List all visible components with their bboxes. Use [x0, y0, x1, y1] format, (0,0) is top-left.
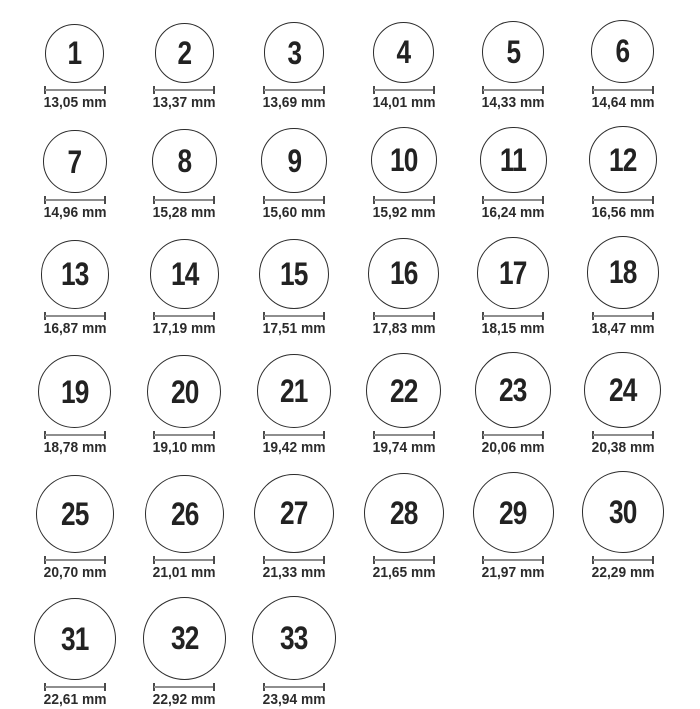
- measure-tick-right-icon: [213, 431, 215, 439]
- ring-size-cell: [20, 240, 130, 337]
- diameter-label: 16,87 mm: [43, 320, 107, 337]
- diameter-label: 14,01 mm: [372, 94, 435, 111]
- ring-size-number: 4: [396, 34, 411, 71]
- measure-tick-right-icon: [104, 312, 106, 320]
- ring-circle: [371, 127, 437, 193]
- ring-size-cell: [349, 22, 459, 112]
- ring-circle: [364, 473, 444, 553]
- ring-size-cell: [20, 355, 130, 457]
- ring-size-cell: [349, 127, 459, 222]
- measure-rule: [593, 89, 653, 91]
- measure-tick-right-icon: [104, 556, 106, 564]
- diameter-label: 18,78 mm: [43, 440, 107, 457]
- diameter-measure-line: [482, 312, 544, 320]
- measure-tick-right-icon: [213, 556, 215, 564]
- diameter-label: 22,61 mm: [43, 691, 107, 708]
- ring-size-cell: [20, 24, 130, 112]
- measure-rule: [154, 199, 214, 201]
- measure-rule: [154, 315, 214, 317]
- ring-circle: [368, 238, 439, 309]
- diameter-label: 15,92 mm: [372, 205, 435, 222]
- ring-size-number: 17: [499, 254, 527, 291]
- measure-tick-right-icon: [104, 431, 106, 439]
- measure-rule: [154, 89, 214, 91]
- diameter-measure-line: [44, 196, 106, 204]
- ring-circle: [475, 352, 551, 428]
- measure-rule: [593, 315, 653, 317]
- diameter-label: 23,94 mm: [262, 691, 326, 708]
- diameter-measure-line: [482, 196, 544, 204]
- ring-size-number: 23: [499, 372, 527, 409]
- ring-size-cell: [349, 473, 459, 582]
- ring-size-cell: [130, 129, 240, 222]
- diameter-measure-line: [263, 196, 325, 204]
- ring-size-cell: [130, 475, 240, 582]
- measure-tick-right-icon: [104, 683, 106, 691]
- diameter-measure-line: [592, 312, 654, 320]
- diameter-measure-line: [592, 431, 654, 439]
- ring-size-number: 9: [287, 142, 301, 179]
- diameter-measure-line: [592, 556, 654, 564]
- ring-circle: [150, 239, 219, 308]
- measure-tick-right-icon: [652, 86, 654, 94]
- ring-size-cell: [20, 598, 130, 709]
- ring-size-number: 10: [389, 142, 418, 179]
- ring-circle: [473, 472, 554, 553]
- diameter-measure-line: [482, 86, 544, 94]
- measure-tick-right-icon: [652, 196, 654, 204]
- ring-size-number: 28: [389, 494, 418, 531]
- measure-tick-right-icon: [323, 556, 325, 564]
- diameter-label: 22,92 mm: [152, 691, 216, 708]
- diameter-label: 13,69 mm: [262, 94, 326, 111]
- ring-row: [20, 471, 700, 582]
- ring-size-cell: [239, 22, 349, 111]
- diameter-label: 22,29 mm: [591, 565, 655, 582]
- ring-size-cell: [568, 20, 678, 112]
- measure-tick-right-icon: [323, 683, 325, 691]
- ring-circle: [41, 240, 109, 308]
- measure-rule: [483, 434, 543, 436]
- ring-size-cell: [130, 355, 240, 458]
- ring-size-cell: [239, 354, 349, 458]
- diameter-measure-line: [263, 683, 325, 691]
- ring-size-number: 13: [61, 256, 89, 293]
- measure-rule: [374, 559, 434, 561]
- diameter-label: 16,56 mm: [591, 205, 655, 222]
- ring-circle: [584, 352, 661, 429]
- measure-rule: [154, 686, 214, 688]
- measure-rule: [45, 686, 105, 688]
- ring-size-number: 7: [67, 143, 82, 180]
- measure-rule: [45, 315, 105, 317]
- diameter-measure-line: [263, 431, 325, 439]
- diameter-label: 16,24 mm: [481, 205, 545, 222]
- ring-circle: [252, 596, 336, 680]
- measure-tick-right-icon: [213, 86, 215, 94]
- diameter-label: 14,33 mm: [481, 94, 545, 111]
- ring-size-number: 14: [170, 256, 199, 293]
- ring-circle: [45, 24, 104, 83]
- ring-size-number: 2: [177, 35, 192, 71]
- ring-circle: [43, 130, 107, 194]
- ring-size-cell: [130, 23, 240, 112]
- diameter-measure-line: [153, 556, 215, 564]
- diameter-measure-line: [373, 196, 435, 204]
- measure-rule: [593, 434, 653, 436]
- measure-tick-right-icon: [652, 312, 654, 320]
- ring-size-number: 20: [170, 373, 199, 410]
- measure-rule: [483, 315, 543, 317]
- measure-rule: [593, 199, 653, 201]
- measure-tick-right-icon: [323, 431, 325, 439]
- ring-row: [20, 236, 700, 337]
- diameter-label: 21,97 mm: [481, 565, 545, 582]
- measure-tick-right-icon: [433, 312, 435, 320]
- diameter-label: 21,33 mm: [262, 565, 326, 582]
- measure-tick-right-icon: [542, 86, 544, 94]
- ring-size-cell: [568, 471, 678, 582]
- measure-rule: [264, 559, 324, 561]
- measure-tick-right-icon: [542, 196, 544, 204]
- measure-rule: [374, 434, 434, 436]
- ring-size-cell: [568, 126, 678, 223]
- ring-size-cell: [20, 475, 130, 582]
- measure-rule: [374, 199, 434, 201]
- ring-size-number: 32: [170, 620, 199, 657]
- diameter-measure-line: [44, 86, 106, 94]
- measure-rule: [45, 199, 105, 201]
- ring-size-number: 1: [67, 35, 82, 72]
- ring-size-number: 15: [280, 255, 308, 292]
- measure-rule: [374, 315, 434, 317]
- measure-tick-right-icon: [104, 196, 106, 204]
- ring-row: [20, 20, 700, 112]
- ring-size-number: 26: [170, 495, 199, 532]
- diameter-measure-line: [592, 86, 654, 94]
- measure-tick-right-icon: [213, 196, 215, 204]
- diameter-label: 13,05 mm: [43, 94, 107, 111]
- ring-size-cell: [458, 472, 568, 582]
- ring-size-number: 22: [389, 372, 418, 409]
- ring-circle: [480, 127, 547, 194]
- diameter-measure-line: [263, 556, 325, 564]
- ring-row: [20, 596, 700, 709]
- ring-size-number: 6: [615, 33, 630, 70]
- ring-circle: [155, 23, 215, 83]
- ring-size-number: 21: [280, 373, 308, 410]
- diameter-measure-line: [44, 683, 106, 691]
- measure-tick-right-icon: [542, 431, 544, 439]
- diameter-measure-line: [592, 196, 654, 204]
- ring-size-cell: [349, 353, 459, 457]
- measure-rule: [483, 199, 543, 201]
- measure-tick-right-icon: [213, 312, 215, 320]
- ring-circle: [482, 21, 544, 83]
- measure-tick-right-icon: [323, 312, 325, 320]
- ring-size-number: 33: [280, 619, 308, 656]
- diameter-measure-line: [153, 312, 215, 320]
- diameter-label: 14,96 mm: [43, 205, 107, 222]
- measure-rule: [264, 199, 324, 201]
- measure-rule: [593, 559, 653, 561]
- diameter-label: 19,10 mm: [152, 440, 216, 457]
- ring-size-number: 31: [61, 620, 89, 657]
- ring-size-number: 19: [61, 373, 89, 410]
- ring-size-cell: [130, 239, 240, 337]
- diameter-measure-line: [44, 431, 106, 439]
- diameter-measure-line: [153, 683, 215, 691]
- ring-size-cell: [239, 239, 349, 338]
- diameter-measure-line: [44, 556, 106, 564]
- ring-circle: [147, 355, 221, 429]
- measure-tick-right-icon: [213, 683, 215, 691]
- diameter-label: 17,19 mm: [152, 320, 216, 337]
- diameter-label: 20,06 mm: [481, 440, 545, 457]
- ring-size-number: 3: [287, 34, 301, 71]
- ring-size-number: 11: [500, 142, 527, 178]
- ring-size-number: 25: [61, 496, 89, 533]
- measure-tick-right-icon: [104, 86, 106, 94]
- ring-size-cell: [568, 236, 678, 337]
- diameter-measure-line: [482, 556, 544, 564]
- measure-tick-right-icon: [542, 556, 544, 564]
- measure-rule: [45, 559, 105, 561]
- ring-circle: [34, 598, 116, 680]
- measure-tick-right-icon: [433, 86, 435, 94]
- measure-tick-right-icon: [652, 556, 654, 564]
- diameter-measure-line: [44, 312, 106, 320]
- measure-rule: [264, 434, 324, 436]
- diameter-label: 17,51 mm: [262, 320, 326, 337]
- ring-size-number: 29: [499, 494, 527, 531]
- diameter-label: 19,74 mm: [372, 440, 435, 457]
- diameter-label: 18,15 mm: [481, 320, 545, 337]
- ring-size-cell: [239, 596, 349, 709]
- diameter-measure-line: [373, 312, 435, 320]
- measure-tick-right-icon: [433, 556, 435, 564]
- diameter-label: 20,38 mm: [591, 440, 655, 457]
- ring-size-cell: [458, 237, 568, 337]
- measure-rule: [45, 434, 105, 436]
- ring-size-number: 24: [608, 372, 637, 408]
- diameter-label: 17,83 mm: [372, 320, 435, 337]
- ring-size-cell: [458, 21, 568, 112]
- ring-circle: [261, 128, 326, 193]
- ring-size-cell: [130, 597, 240, 709]
- diameter-label: 20,70 mm: [43, 565, 107, 582]
- measure-rule: [264, 315, 324, 317]
- ring-circle: [589, 126, 657, 194]
- diameter-label: 13,37 mm: [152, 94, 216, 111]
- ring-circle: [38, 355, 111, 428]
- measure-rule: [374, 89, 434, 91]
- ring-size-cell: [568, 352, 678, 458]
- ring-size-number: 30: [608, 494, 637, 531]
- ring-size-number: 16: [389, 255, 418, 292]
- ring-size-number: 27: [280, 495, 308, 532]
- ring-size-number: 12: [608, 141, 637, 178]
- measure-tick-right-icon: [323, 196, 325, 204]
- ring-circle: [373, 22, 434, 83]
- diameter-label: 21,65 mm: [372, 565, 435, 582]
- diameter-label: 15,60 mm: [262, 205, 326, 222]
- diameter-measure-line: [153, 431, 215, 439]
- diameter-measure-line: [153, 196, 215, 204]
- measure-rule: [154, 559, 214, 561]
- ring-circle: [591, 20, 654, 83]
- ring-circle: [477, 237, 548, 308]
- ring-size-number: 18: [608, 254, 637, 291]
- measure-rule: [154, 434, 214, 436]
- ring-circle: [143, 597, 226, 680]
- measure-tick-right-icon: [433, 196, 435, 204]
- diameter-measure-line: [263, 312, 325, 320]
- ring-circle: [259, 239, 329, 309]
- measure-tick-right-icon: [433, 431, 435, 439]
- ring-size-cell: [20, 130, 130, 223]
- measure-rule: [483, 559, 543, 561]
- ring-size-cell: [239, 128, 349, 222]
- diameter-measure-line: [373, 86, 435, 94]
- measure-tick-right-icon: [652, 431, 654, 439]
- ring-circle: [145, 475, 224, 554]
- ring-size-cell: [349, 238, 459, 338]
- ring-row: [20, 352, 700, 458]
- ring-row: [20, 126, 700, 223]
- diameter-label: 19,42 mm: [262, 440, 326, 457]
- ring-circle: [582, 471, 664, 553]
- ring-circle: [257, 354, 332, 429]
- diameter-measure-line: [153, 86, 215, 94]
- ring-circle: [254, 474, 333, 553]
- ring-size-number: 5: [506, 33, 521, 70]
- ring-size-number: 8: [177, 143, 192, 180]
- measure-rule: [45, 89, 105, 91]
- diameter-measure-line: [482, 431, 544, 439]
- diameter-label: 18,47 mm: [591, 320, 655, 337]
- ring-size-cell: [458, 127, 568, 223]
- ring-size-cell: [239, 474, 349, 582]
- measure-rule: [264, 89, 324, 91]
- measure-rule: [264, 686, 324, 688]
- ring-circle: [366, 353, 441, 428]
- ring-circle: [587, 236, 659, 308]
- diameter-label: 21,01 mm: [152, 565, 216, 582]
- diameter-measure-line: [373, 556, 435, 564]
- ring-circle: [152, 129, 216, 193]
- ring-size-cell: [458, 352, 568, 457]
- measure-tick-right-icon: [542, 312, 544, 320]
- diameter-measure-line: [373, 431, 435, 439]
- diameter-label: 14,64 mm: [591, 94, 655, 111]
- ring-circle: [36, 475, 114, 553]
- diameter-measure-line: [263, 86, 325, 94]
- ring-circle: [264, 22, 325, 83]
- measure-rule: [483, 89, 543, 91]
- measure-tick-right-icon: [323, 86, 325, 94]
- diameter-label: 15,28 mm: [152, 205, 216, 222]
